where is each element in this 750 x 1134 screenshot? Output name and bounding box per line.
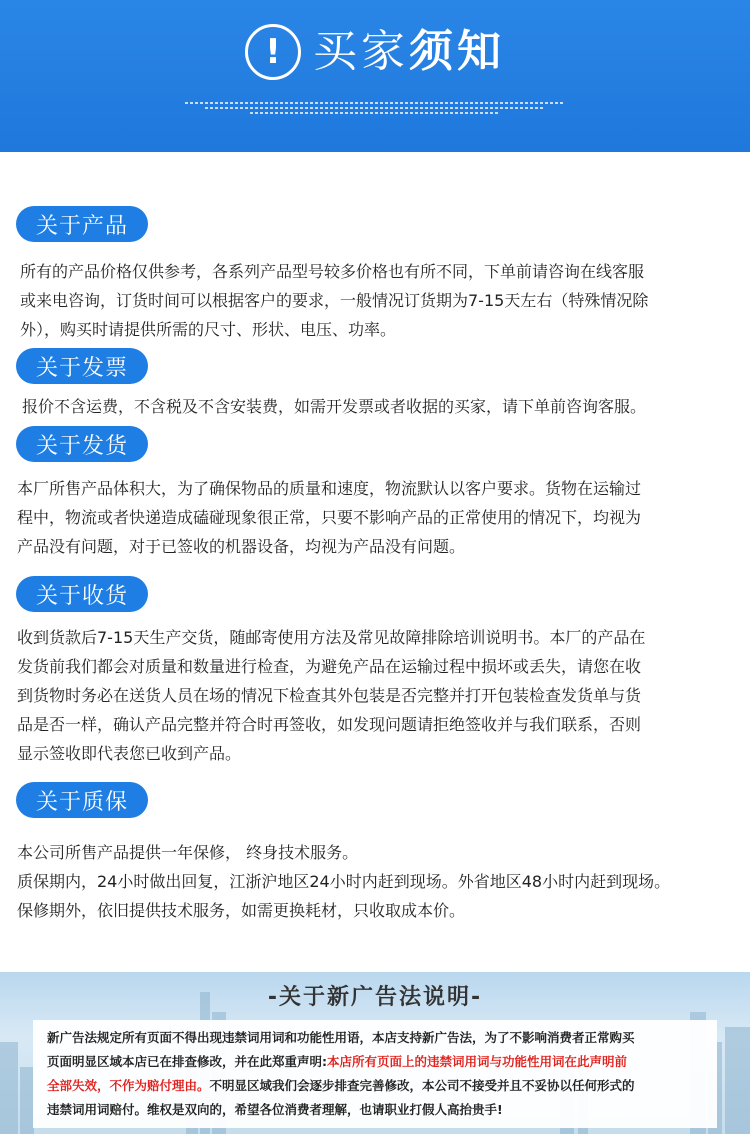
text-line: 报价不含运费，不含税及不含安装费，如需开发票或者收据的买家，请下单前咨询客服。 (22, 397, 647, 416)
exclamation-circle-icon: ! (245, 24, 301, 80)
title-bold: 须知 (409, 26, 505, 77)
text-line: 所有的产品价格仅供参考，各系列产品型号较多价格也有所不同，下单前请咨询在线客服 (20, 262, 645, 281)
text-line: 程中，物流或者快递造成磕碰现象很正常，只要不影响产品的正常使用的情况下，均视为 (17, 508, 642, 527)
notice-highlight: 全部失效，不作为赔付理由。 (47, 1078, 210, 1093)
notice-line: 违禁词用词赔付。维权是双向的，希望各位消费者理解，也请职业打假人高抬贵手! (47, 1102, 503, 1117)
text-line: 发货前我们都会对质量和数量进行检查，为避免产品在运输过程中损坏或丢失，请您在收 (17, 657, 642, 676)
text-line: 外），购买时请提供所需的尺寸、形状、电压、功率。 (20, 320, 397, 339)
section-text-invoice (22, 392, 738, 421)
text-line: 保修期外，依旧提供技术服务，如需更换耗材，只收取成本价。 (17, 901, 466, 920)
header-title-group (0, 22, 750, 82)
header-decoration (185, 102, 565, 116)
header-banner (0, 0, 750, 152)
section-text-product (20, 257, 736, 344)
text-line: 本公司所售产品提供一年保修， 终身技术服务。 (17, 843, 359, 862)
notice-highlight: 本店所有页面上的违禁词用词与功能性用词在此声明前 (327, 1054, 628, 1069)
text-line: 收到货款后7-15天生产交货，随邮寄使用方法及常见故障排除培训说明书。本厂的产品在 (17, 628, 646, 647)
footer-title: -关于新广告法说明- (267, 985, 483, 1010)
ad-law-notice (0, 972, 750, 1134)
notice-text: 页面明显区域本店已在排查修改，并在此郑重声明: (47, 1054, 327, 1069)
section-tag-warranty: 关于质保 (16, 782, 148, 818)
notice-line (47, 1074, 703, 1098)
title-light: 买家 (313, 26, 409, 77)
section-tag-product: 关于产品 (16, 206, 148, 242)
section-tag-invoice: 关于发票 (16, 348, 148, 384)
text-line: 或来电咨询，订货时间可以根据客户的要求，一般情况订货期为7-15天左右（特殊情况除 (20, 291, 649, 310)
page-title (313, 22, 505, 82)
text-line: 显示签收即代表您已收到产品。 (17, 744, 242, 763)
section-text-warranty (17, 838, 745, 925)
text-line: 产品没有问题，对于已签收的机器设备，均视为产品没有问题。 (17, 537, 466, 556)
text-line: 质保期内，24小时做出回复，江浙沪地区24小时内赶到现场。外省地区48小时内赶到现场。 (17, 872, 671, 891)
text-line: 到货物时务必在送货人员在场的情况下检查其外包装是否完整并打开包装检查发货单与货 (17, 686, 642, 705)
section-tag-shipping: 关于发货 (16, 426, 148, 462)
text-line: 本厂所售产品体积大，为了确保物品的质量和速度，物流默认以客户要求。货物在运输过 (17, 479, 642, 498)
section-text-shipping (17, 474, 733, 561)
section-text-receiving (17, 623, 733, 768)
section-tag-receiving: 关于收货 (16, 576, 148, 612)
footer-notice-box (33, 1020, 717, 1128)
notice-line: 新广告法规定所有页面不得出现违禁词用词和功能性用语，本店支持新广告法，为了不影响消费者正常购买 (47, 1030, 635, 1045)
text-line: 品是否一样，确认产品完整并符合时再签收，如发现问题请拒绝签收并与我们联系，否则 (17, 715, 642, 734)
notice-line (47, 1050, 703, 1074)
notice-text: 不明显区域我们会逐步排查完善修改，本公司不接受并且不妥协以任何形式的 (209, 1078, 635, 1093)
